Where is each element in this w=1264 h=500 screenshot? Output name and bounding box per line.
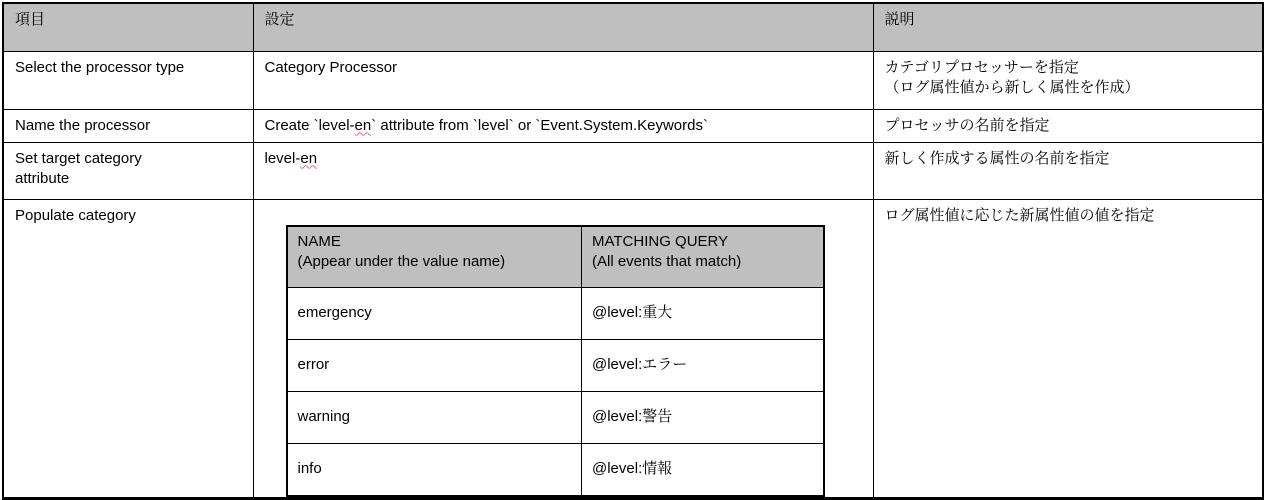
cell-item-populate-category: Populate category — [3, 199, 253, 498]
cell-setting-target-attribute — [253, 142, 873, 199]
cell-setting-processor-type: Category Processor — [253, 51, 873, 109]
cell-description-processor-type — [873, 51, 1263, 109]
description-line: （ログ属性値から新しく属性を作成） — [884, 78, 1140, 96]
nested-header-row — [287, 226, 824, 288]
column-header-description: 説明 — [873, 3, 1263, 51]
setting-text: level- — [264, 149, 301, 167]
nested-cell-name: emergency — [287, 287, 582, 339]
nested-header-subtitle: (All events that match) — [592, 252, 742, 270]
nested-cell-name: error — [287, 339, 582, 391]
nested-cell-query: @level:情報 — [582, 443, 824, 496]
nested-cell-name: warning — [287, 391, 582, 443]
nested-header-title: NAME — [297, 232, 341, 250]
nested-row-warning — [287, 391, 824, 443]
cell-item-target-attribute — [3, 142, 253, 199]
nested-cell-name: info — [287, 443, 582, 496]
description-line: カテゴリプロセッサーを指定 — [884, 58, 1079, 76]
table-row — [3, 199, 1263, 498]
nested-column-header-query — [582, 226, 824, 288]
nested-header-title: MATCHING QUERY — [592, 232, 729, 250]
cell-item-processor-name: Name the processor — [3, 109, 253, 142]
misspelled-word: en — [354, 116, 372, 134]
table-row — [3, 142, 1263, 199]
settings-table — [2, 2, 1264, 500]
cell-description-target-attribute: 新しく作成する属性の名前を指定 — [873, 142, 1263, 199]
nested-cell-query: @level:重大 — [582, 287, 824, 339]
setting-text: Create `level- — [264, 116, 355, 134]
nested-column-header-name — [287, 226, 582, 288]
nested-row-emergency — [287, 287, 824, 339]
table-row — [3, 109, 1263, 142]
setting-text: ` attribute from `level` or `Event.System.Keywords` — [371, 116, 708, 134]
cell-description-populate-category: ログ属性値に応じた新属性値の値を指定 — [873, 199, 1263, 498]
column-header-setting: 設定 — [253, 3, 873, 51]
column-header-item: 項目 — [3, 3, 253, 51]
nested-row-info — [287, 443, 824, 496]
table-header-row — [3, 3, 1263, 51]
nested-cell-query: @level:警告 — [582, 391, 824, 443]
nested-row-error — [287, 339, 824, 391]
category-mapping-table — [286, 225, 825, 497]
cell-setting-processor-name — [253, 109, 873, 142]
nested-header-subtitle: (Appear under the value name) — [297, 252, 506, 270]
item-line: attribute — [15, 169, 70, 187]
item-line: Set target category — [15, 149, 142, 167]
misspelled-word: en — [300, 149, 318, 167]
cell-setting-populate-category — [253, 199, 873, 498]
nested-cell-query: @level:エラー — [582, 339, 824, 391]
cell-description-processor-name: プロセッサの名前を指定 — [873, 109, 1263, 142]
cell-item-processor-type: Select the processor type — [3, 51, 253, 109]
table-row — [3, 51, 1263, 109]
